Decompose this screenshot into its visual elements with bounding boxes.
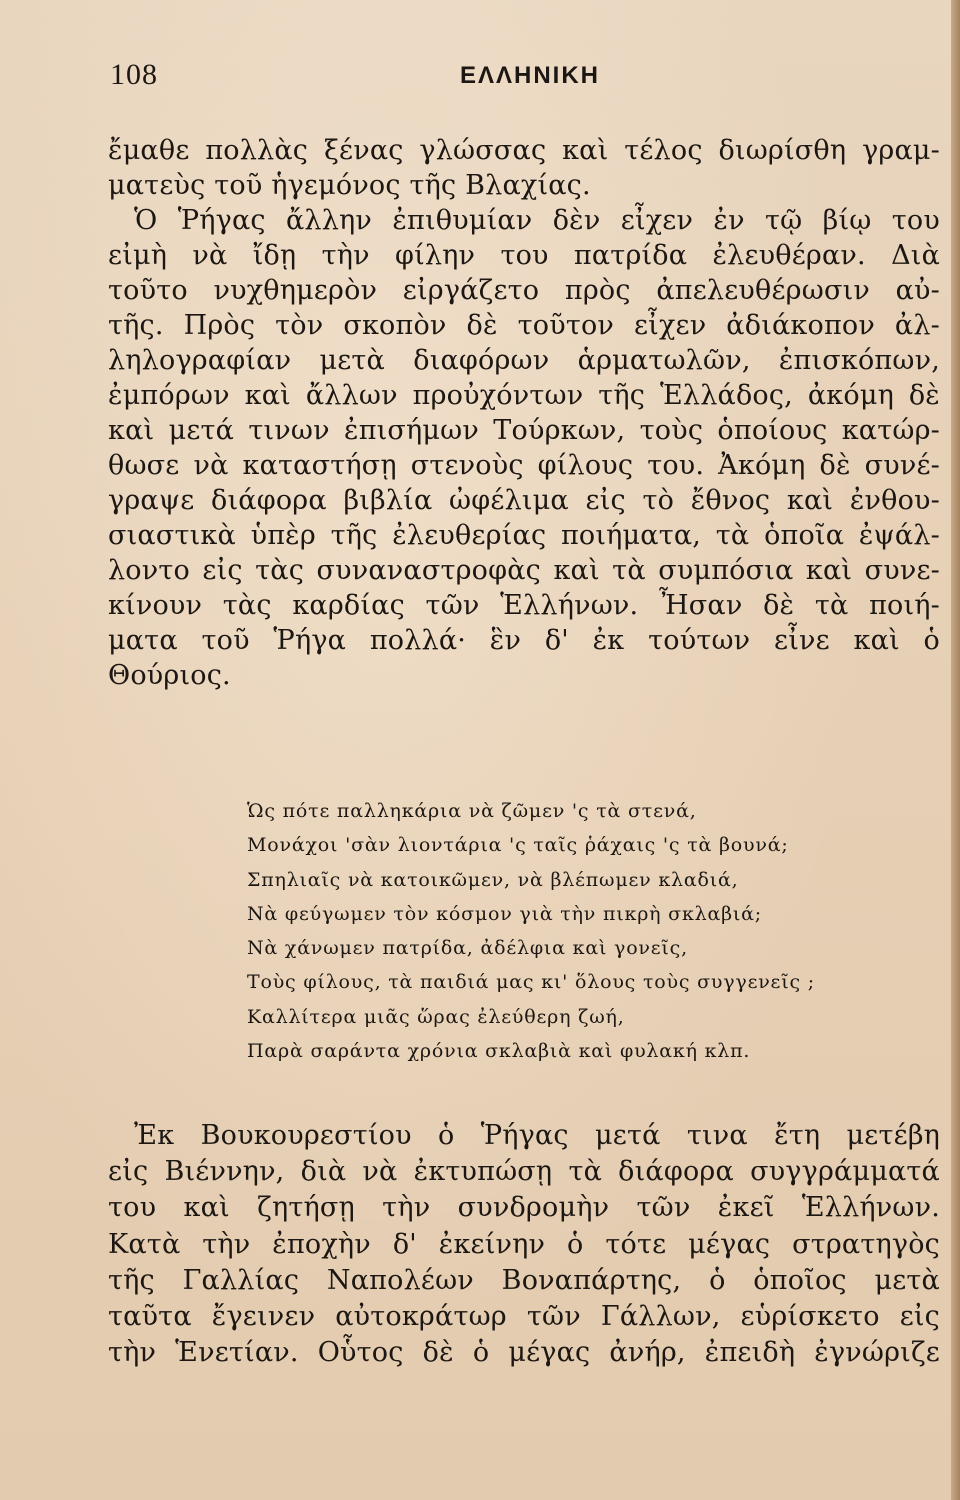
text-line: τὴν Ἑνετίαν. Οὗτος δὲ ὁ μέγας ἀνήρ, ἐπειδὴ ἐγνώριζε <box>108 1337 940 1369</box>
text-line: Ἐκ Βουκουρεστίου ὁ Ῥήγας μετά τινα ἔτη μετέβη <box>134 1120 940 1151</box>
poem-verse: Καλλίτερα μιᾶς ὥρας ἐλεύθερη ζωή, <box>247 1005 625 1028</box>
text-line: ἔμαθε πολλὰς ξένας γλώσσας καὶ τέλος διωρίσθη γραμ- <box>108 135 940 166</box>
page-edge <box>951 0 960 1500</box>
text-line: ματα τοῦ Ῥήγα πολλά· ἓν δ' ἐκ τούτων εἶνε καὶ ὁ <box>108 625 940 656</box>
text-line: ληλογραφίαν μετὰ διαφόρων ἁρματωλῶν, ἐπισκόπων, <box>108 345 940 376</box>
page-number: 108 <box>110 58 158 91</box>
text-line: Κατὰ τὴν ἐποχὴν δ' ἐκείνην ὁ τότε μέγας στρατηγὸς <box>108 1228 940 1260</box>
text-line: λοντο εἰς τὰς συναναστροφὰς καὶ τὰ συμπόσια καὶ συνε- <box>108 555 940 586</box>
text-line: εἰς Βιέννην, διὰ νὰ ἐκτυπώσῃ τὰ διάφορα συγγράμματά <box>108 1156 940 1188</box>
text-line: εἰμὴ νὰ ἴδῃ τὴν φίλην του πατρίδα ἐλευθέραν. Διὰ <box>108 240 940 271</box>
text-line: σιαστικὰ ὑπὲρ τῆς ἐλευθερίας ποιήματα, τὰ ὁποῖα ἐψάλ- <box>108 520 940 551</box>
text-line: Ὁ Ῥήγας ἄλλην ἐπιθυμίαν δὲν εἶχεν ἐν τῷ βίῳ του <box>134 205 940 236</box>
poem-verse: Μονάχοι 'σὰν λιοντάρια 'ς ταῖς ῥάχαις 'ς τὰ βουνά; <box>247 834 789 857</box>
poem-verse: Παρὰ σαράντα χρόνια σκλαβιὰ καὶ φυλακή κλπ. <box>247 1040 751 1063</box>
text-line: κίνουν τὰς καρδίας τῶν Ἑλλήνων. Ἦσαν δὲ τὰ ποιή- <box>108 590 940 621</box>
text-line: τοῦτο νυχθημερὸν εἰργάζετο πρὸς ἀπελευθέρωσιν αὐ- <box>108 275 940 306</box>
text-line: τῆς Γαλλίας Ναπολέων Βοναπάρτης, ὁ ὁποῖος μετὰ <box>108 1264 940 1296</box>
poem-verse: Ὡς πότε παλληκάρια νὰ ζῶμεν 'ς τὰ στενά, <box>247 800 697 822</box>
running-head-wrap <box>0 62 960 90</box>
text-line: γραψε διάφορα βιβλία ὠφέλιμα εἰς τὸ ἔθνος καὶ ἐνθου- <box>108 485 940 516</box>
poem-thourios <box>247 794 947 1068</box>
poem-verse: Νὰ χάνωμεν πατρίδα, ἀδέλφια καὶ γονεῖς, <box>247 937 688 960</box>
text-line: ἐμπόρων καὶ ἄλλων προὐχόντων τῆς Ἑλλάδος, ἀκόμη δὲ <box>108 380 940 411</box>
text-line: ματεὺς τοῦ ἡγεμόνος τῆς Βλαχίας. <box>108 170 591 201</box>
text-line: ταῦτα ἔγεινεν αὐτοκράτωρ τῶν Γάλλων, εὑρίσκετο εἰς <box>108 1300 940 1332</box>
text-line: του καὶ ζητήσῃ τὴν συνδρομὴν τῶν ἐκεῖ Ἑλλήνων. <box>108 1192 940 1224</box>
prose-paragraph-top <box>108 133 940 693</box>
poem-verse: Τοὺς φίλους, τὰ παιδιά μας κι' ὅλους τοὺς συγγενεῖς ; <box>247 971 815 994</box>
prose-paragraph-bottom <box>108 1118 940 1371</box>
poem-verse: Σπηλιαῖς νὰ κατοικῶμεν, νὰ βλέπωμεν κλαδιά, <box>247 868 739 891</box>
text-line: Θούριος. <box>108 660 231 691</box>
running-head: ΕΛΛΗΝΙΚΗ <box>459 62 601 89</box>
text-line: τῆς. Πρὸς τὸν σκοπὸν δὲ τοῦτον εἶχεν ἀδιάκοπον ἀλ- <box>108 310 940 341</box>
poem-verse: Νὰ φεύγωμεν τὸν κόσμον γιὰ τὴν πικρὴ σκλαβιά; <box>247 902 762 925</box>
text-line: θωσε νὰ καταστήσῃ στενοὺς φίλους του. Ἀκόμη δὲ συνέ- <box>108 450 940 481</box>
text-line: καὶ μετά τινων ἐπισήμων Τούρκων, τοὺς ὁποίους κατώρ- <box>108 415 940 446</box>
